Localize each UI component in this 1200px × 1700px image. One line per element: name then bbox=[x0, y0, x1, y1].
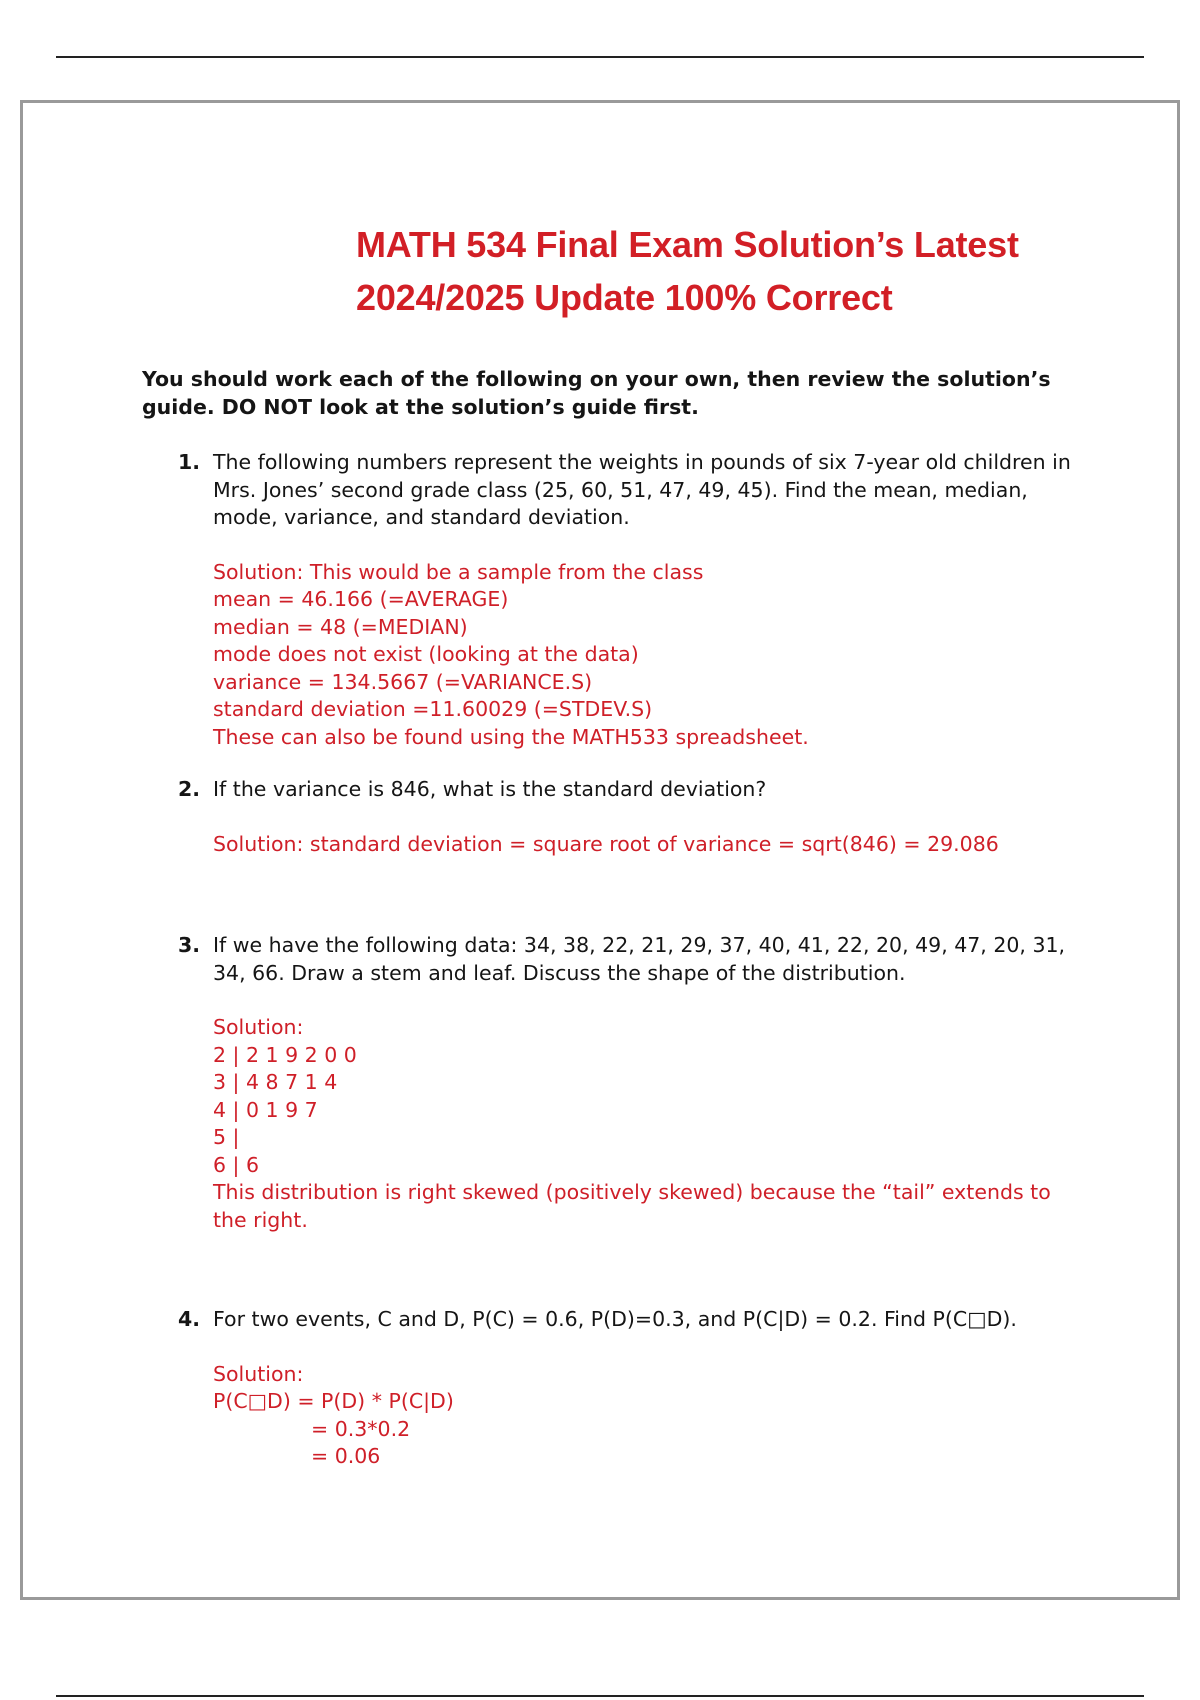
solution-line: Solution: standard deviation = square root of variance = sqrt(846) = 29.086 bbox=[213, 831, 999, 856]
solution-block bbox=[213, 831, 1078, 859]
question-text: If we have the following data: 34, 38, 22, 21, 29, 37, 40, 41, 22, 20, 49, 47, 20, 31, 34, 66. Draw a stem and leaf. Discuss the shape of the distribution. bbox=[213, 933, 1066, 985]
solution-line: This distribution is right skewed (positively skewed) because the “tail” extends to the right. bbox=[213, 1180, 1051, 1232]
solution-line: standard deviation =11.60029 (=STDEV.S) bbox=[213, 697, 653, 721]
title-line-2: 2024/2025 Update 100% Correct bbox=[356, 277, 893, 318]
solution-line: median = 48 (=MEDIAN) bbox=[213, 614, 468, 639]
stem-leaf-row: 2 | 2 1 9 2 0 0 bbox=[213, 1042, 357, 1067]
solution-line: These can also be found using the MATH533 spreadsheet. bbox=[213, 724, 809, 749]
question-number: 3. bbox=[178, 933, 201, 957]
solution-line: Solution: This would be a sample from the class bbox=[213, 559, 704, 584]
solution-line: mean = 46.166 (=AVERAGE) bbox=[213, 587, 509, 611]
solution-line: = 0.06 bbox=[311, 1444, 381, 1468]
solution-block bbox=[213, 559, 1078, 752]
stem-leaf-row: 5 | bbox=[213, 1125, 240, 1149]
stem-leaf-row: 4 | 0 1 9 7 bbox=[213, 1097, 318, 1122]
solution-line: mode does not exist (looking at the data) bbox=[213, 642, 639, 666]
question-number: 2. bbox=[178, 777, 201, 801]
bottom-divider bbox=[56, 1695, 1144, 1697]
solution-block bbox=[213, 1014, 1078, 1234]
title-line-1: MATH 534 Final Exam Solution’s Latest bbox=[356, 224, 1019, 265]
stem-leaf-row: 3 | 4 8 7 1 4 bbox=[213, 1070, 338, 1094]
question-text: If the variance is 846, what is the standard deviation? bbox=[213, 777, 767, 801]
question-text: For two events, C and D, P(C) = 0.6, P(D)=0.3, and P(C|D) = 0.2. Find P(C□D). bbox=[213, 1307, 1017, 1331]
question-1 bbox=[178, 449, 1078, 751]
question-number: 4. bbox=[178, 1307, 201, 1331]
solution-line: P(C□D) = P(D) * P(C|D) bbox=[213, 1389, 454, 1413]
solution-line: variance = 134.5667 (=VARIANCE.S) bbox=[213, 669, 593, 694]
solution-line: = 0.3*0.2 bbox=[311, 1416, 411, 1441]
solution-line: Solution: bbox=[213, 1361, 304, 1386]
instructions: You should work each of the following on your own, then review the solution’s guide. DO NOT look at the solution’s guide first. bbox=[142, 367, 1051, 419]
question-number: 1. bbox=[178, 450, 201, 474]
stem-leaf-row: 6 | 6 bbox=[213, 1152, 260, 1177]
question-2 bbox=[178, 776, 1078, 858]
question-3 bbox=[178, 932, 1078, 1234]
solution-line: Solution: bbox=[213, 1015, 304, 1039]
solution-block bbox=[213, 1361, 1078, 1471]
top-divider bbox=[56, 56, 1144, 58]
document-title bbox=[356, 218, 1116, 324]
question-4 bbox=[178, 1306, 1078, 1471]
question-text: The following numbers represent the weights in pounds of six 7-year old children in Mrs. Jones’ second grade class (25, 60, 51, 47, 49, 45). Find the mean, median, mode, variance, and standard deviation. bbox=[213, 450, 1071, 529]
